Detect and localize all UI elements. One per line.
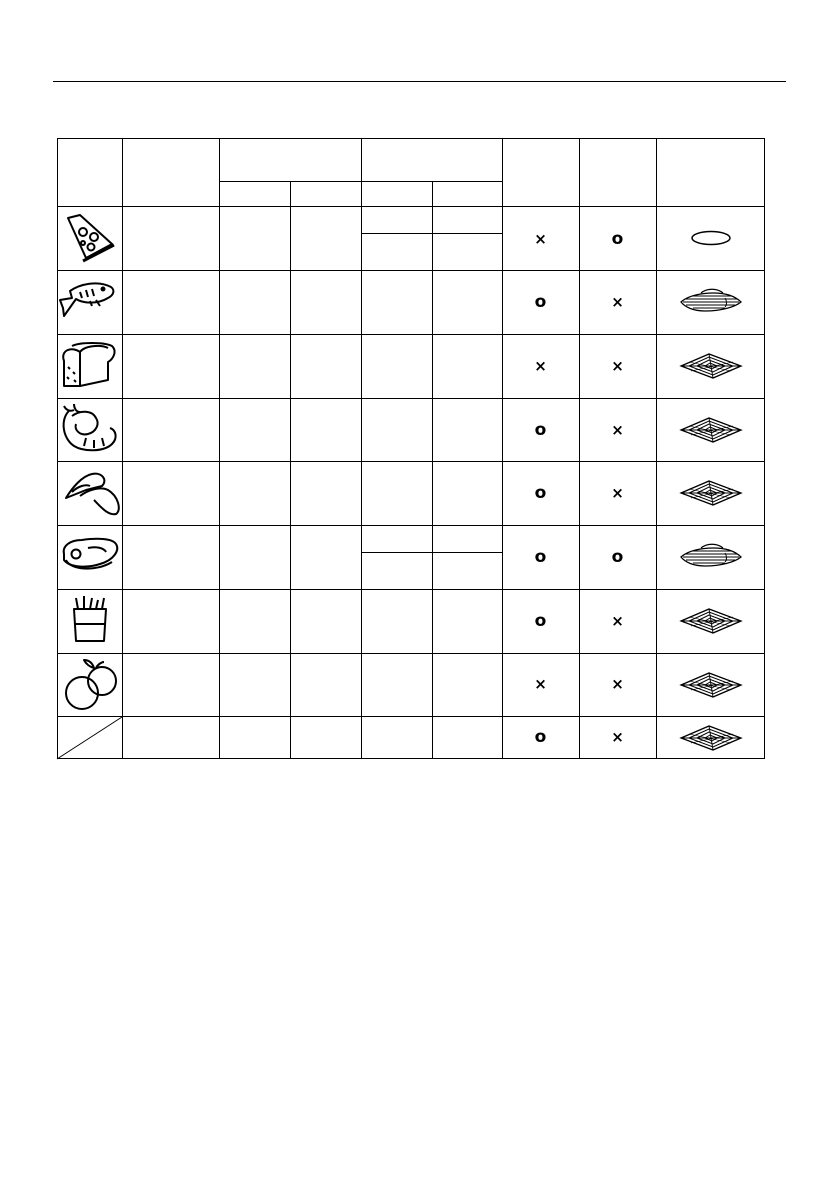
flip-mark-2: × [611,293,624,311]
grill-pan-icon [681,544,741,566]
fries-icon [74,596,106,641]
wire-rack-icon [681,418,741,442]
flip-mark-8: × [611,675,624,693]
wire-rack-icon [681,481,741,505]
flip-mark-1: o [611,229,624,249]
preheat-mark-6: o [534,547,547,567]
flip-mark-7: × [611,612,624,630]
preheat-marks [534,230,547,747]
preheat-mark-4: o [534,420,547,440]
preheat-mark-1: × [534,230,547,248]
fish-icon [60,283,113,316]
flip-mark-9: × [611,728,624,746]
steak-icon [64,539,118,569]
preheat-mark-8: × [534,675,547,693]
wire-rack-icon [681,609,741,633]
shrimp-icon [64,404,116,450]
table-grid [57,138,765,759]
flip-mark-4: × [611,421,624,439]
wire-rack-icon [681,354,741,378]
flip-marks [611,229,624,746]
preheat-mark-9: o [534,727,547,747]
blank-diagonal-cell [57,717,122,759]
preheat-mark-3: × [534,357,547,375]
baking-tray-icon [692,232,730,245]
table-border [58,139,765,759]
wire-rack-icon [681,726,741,750]
chicken-wings-icon [66,474,119,515]
pizza-icon [68,215,114,261]
flip-mark-6: o [611,547,624,567]
preheat-mark-2: o [534,292,547,312]
preheat-mark-5: o [534,483,547,503]
fruit-icon [66,660,116,709]
flip-mark-3: × [611,357,624,375]
wire-rack-icon [681,673,741,697]
bread-icon [63,343,114,386]
preheat-mark-7: o [534,611,547,631]
grill-pan-icon [681,289,741,311]
flip-mark-5: × [611,484,624,502]
